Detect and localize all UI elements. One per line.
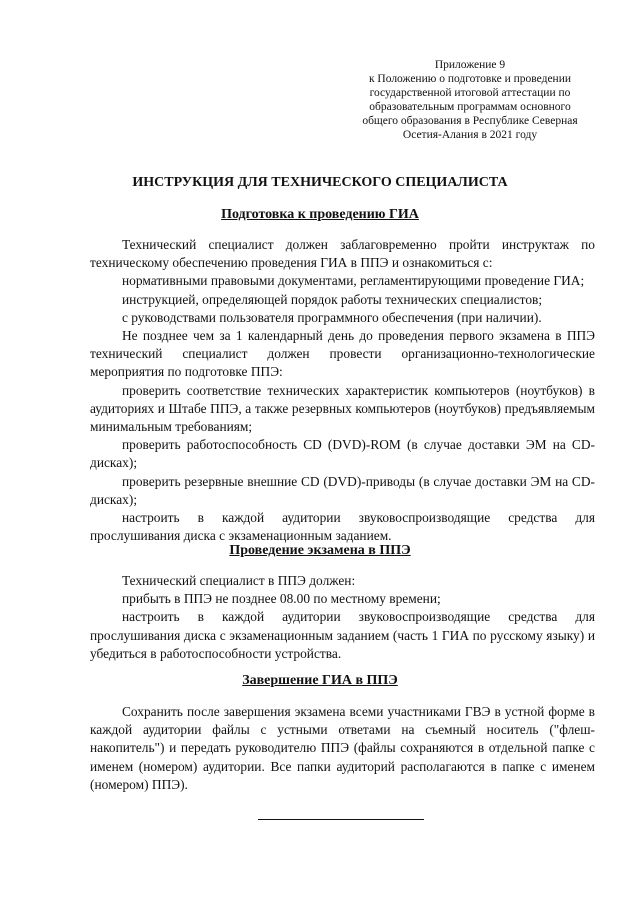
appendix-line: образовательным программам основного	[369, 101, 571, 113]
section-body-preparation	[90, 236, 595, 545]
appendix-note	[340, 58, 600, 142]
section-body-exam	[90, 572, 595, 663]
document-title: ИНСТРУКЦИЯ ДЛЯ ТЕХНИЧЕСКОГО СПЕЦИАЛИСТА	[132, 175, 508, 190]
appendix-line: Осетия-Алания в 2021 году	[402, 129, 538, 141]
paragraph: Сохранить после завершения экзамена всеми участниками ГВЭ в устной форме в каждой аудитории файлы с устными ответами на съемный носитель ("флеш-накопитель") и передать руководителю ППЭ (файлы сохраняются в отдельной папке с именем (номером) аудитории. Все папки аудиторий располагаются в папке с именем (номером) ППЭ).	[90, 704, 595, 792]
paragraph: проверить работоспособность CD (DVD)-ROM (в случае доставки ЭМ на CD-дисках);	[90, 437, 595, 471]
section-body-completion	[90, 703, 595, 794]
appendix-line: государственной итоговой аттестации по	[369, 87, 571, 99]
section-heading-completion: Завершение ГИА в ППЭ	[242, 673, 398, 688]
paragraph: Технический специалист в ППЭ должен:	[122, 573, 356, 588]
section-heading-preparation: Подготовка к проведению ГИА	[221, 207, 419, 222]
section-heading-exam: Проведение экзамена в ППЭ	[229, 543, 411, 558]
paragraph: проверить соответствие технических характеристик компьютеров (ноутбуков) в аудиториях и Штабе ППЭ, а также резервных компьютеров (ноутбуков) предъявляемым минимальным требованиям;	[90, 382, 595, 435]
paragraph: с руководствами пользователя программного обеспечения (при наличии).	[122, 309, 542, 325]
appendix-line: Приложение 9	[434, 59, 506, 71]
paragraph: проверить резервные внешние CD (DVD)-приводы (в случае доставки ЭМ на CD-дисках);	[90, 473, 595, 507]
paragraph: настроить в каждой аудитории звуковоспроизводящие средства для прослушивания диска с экзаменационным заданием (часть 1 ГИА по русскому языку) и убедиться в работоспособности устройства.	[90, 609, 595, 661]
paragraph: настроить в каждой аудитории звуковоспроизводящие средства для прослушивания диска с экзаменационным заданием.	[90, 510, 595, 544]
paragraph: нормативными правовыми документами, регламентирующими проведение ГИА;	[122, 273, 585, 289]
appendix-line: к Положению о подготовке и проведении	[368, 73, 572, 85]
paragraph: инструкцией, определяющей порядок работы технических специалистов;	[122, 291, 543, 307]
appendix-line: общего образования в Республике Северная	[362, 115, 578, 127]
paragraph: Не позднее чем за 1 календарный день до проведения первого экзамена в ППЭ технический специалист должен провести организационно-технологические мероприятия по подготовке ППЭ:	[90, 328, 595, 380]
closing-divider-line	[258, 819, 424, 820]
paragraph: прибыть в ППЭ не позднее 08.00 по местному времени;	[122, 591, 441, 607]
paragraph: Технический специалист должен заблаговременно пройти инструктаж по техническому обеспечению проведения ГИА в ППЭ и ознакомиться с:	[90, 237, 595, 271]
